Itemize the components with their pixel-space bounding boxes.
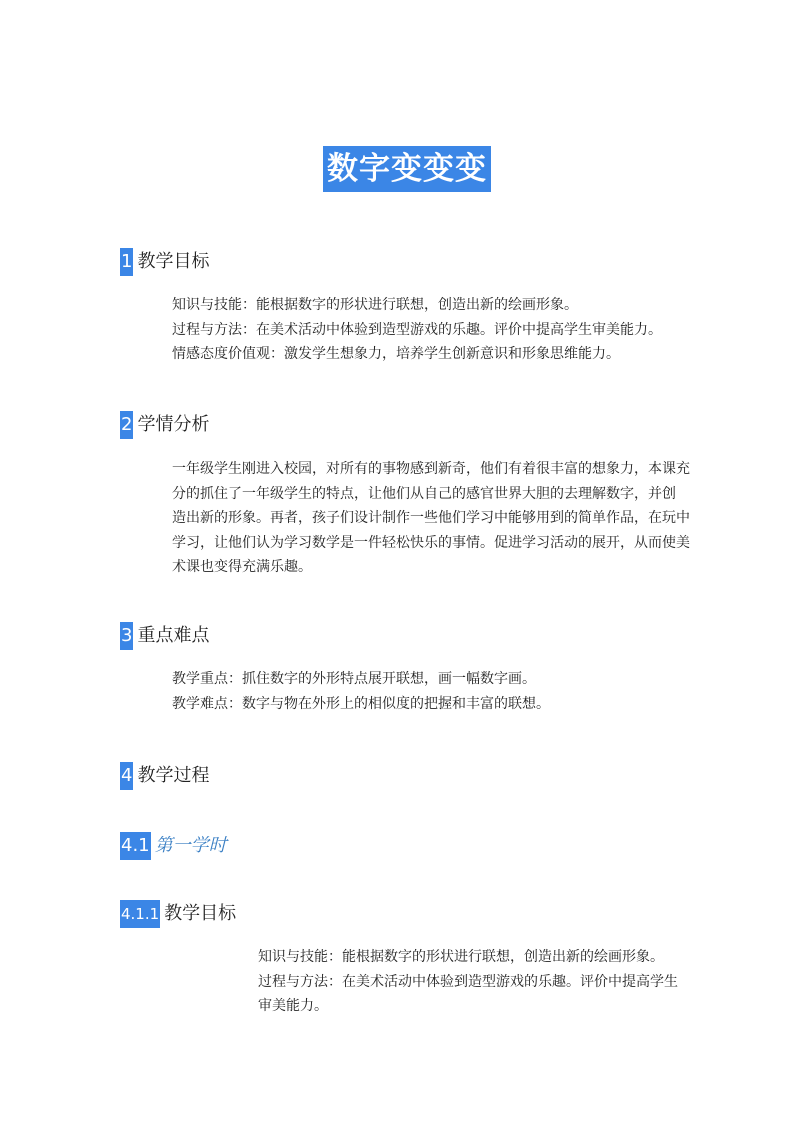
section-body-3 bbox=[172, 667, 550, 716]
paragraph-line: 术课也变得充满乐趣。 bbox=[172, 559, 312, 575]
paragraph-line: 情感态度价值观：激发学生想象力，培养学生创新意识和形象思维能力。 bbox=[172, 346, 620, 362]
section-heading-3 bbox=[120, 622, 209, 650]
section-number: 4.1.1 bbox=[120, 900, 160, 928]
section-title: 重点难点 bbox=[137, 625, 210, 646]
section-title: 学情分析 bbox=[137, 414, 210, 435]
document-title: 数字变变变 bbox=[323, 146, 491, 192]
section-heading-1 bbox=[120, 248, 209, 276]
paragraph-line: 过程与方法：在美术活动中体验到造型游戏的乐趣。评价中提高学生 bbox=[258, 973, 678, 990]
section-title: 教学目标 bbox=[164, 903, 237, 924]
section-title: 教学过程 bbox=[137, 765, 210, 786]
paragraph-line: 过程与方法：在美术活动中体验到造型游戏的乐趣。评价中提高学生审美能力。 bbox=[172, 321, 662, 338]
paragraph-line: 学习，让他们认为学习数学是一件轻松快乐的事情。促进学习活动的展开，从而使美 bbox=[172, 534, 690, 551]
paragraph-line: 审美能力。 bbox=[258, 998, 328, 1014]
paragraph-line: 知识与技能：能根据数字的形状进行联想，创造出新的绘画形象。 bbox=[172, 297, 578, 313]
section-heading-4-1 bbox=[120, 832, 227, 860]
section-body-1 bbox=[172, 293, 662, 367]
section-heading-4-1-1 bbox=[120, 900, 236, 928]
section-number: 2 bbox=[120, 411, 133, 439]
section-body-4-1-1 bbox=[258, 945, 678, 1019]
section-heading-2 bbox=[120, 411, 209, 439]
paragraph-line: 教学难点：数字与物在外形上的相似度的把握和丰富的联想。 bbox=[172, 695, 550, 712]
section-heading-4 bbox=[120, 762, 209, 790]
paragraph-line: 造出新的形象。再者，孩子们设计制作一些他们学习中能够用到的简单作品，在玩中 bbox=[172, 510, 690, 526]
section-body-2 bbox=[172, 457, 690, 580]
paragraph-line: 知识与技能：能根据数字的形状进行联想，创造出新的绘画形象。 bbox=[258, 949, 664, 965]
section-number: 3 bbox=[120, 622, 133, 650]
section-title: 第一学时 bbox=[154, 835, 227, 856]
paragraph-line: 分的抓住了一年级学生的特点，让他们从自己的感官世界大胆的去理解数字，并创 bbox=[172, 485, 676, 502]
section-number: 1 bbox=[120, 248, 133, 276]
section-title: 教学目标 bbox=[137, 251, 210, 272]
section-number: 4 bbox=[120, 762, 133, 790]
section-number: 4.1 bbox=[120, 832, 151, 860]
paragraph-line: 教学重点：抓住数字的外形特点展开联想，画一幅数字画。 bbox=[172, 671, 536, 687]
paragraph-line: 一年级学生刚进入校园，对所有的事物感到新奇，他们有着很丰富的想象力，本课充 bbox=[172, 461, 690, 477]
